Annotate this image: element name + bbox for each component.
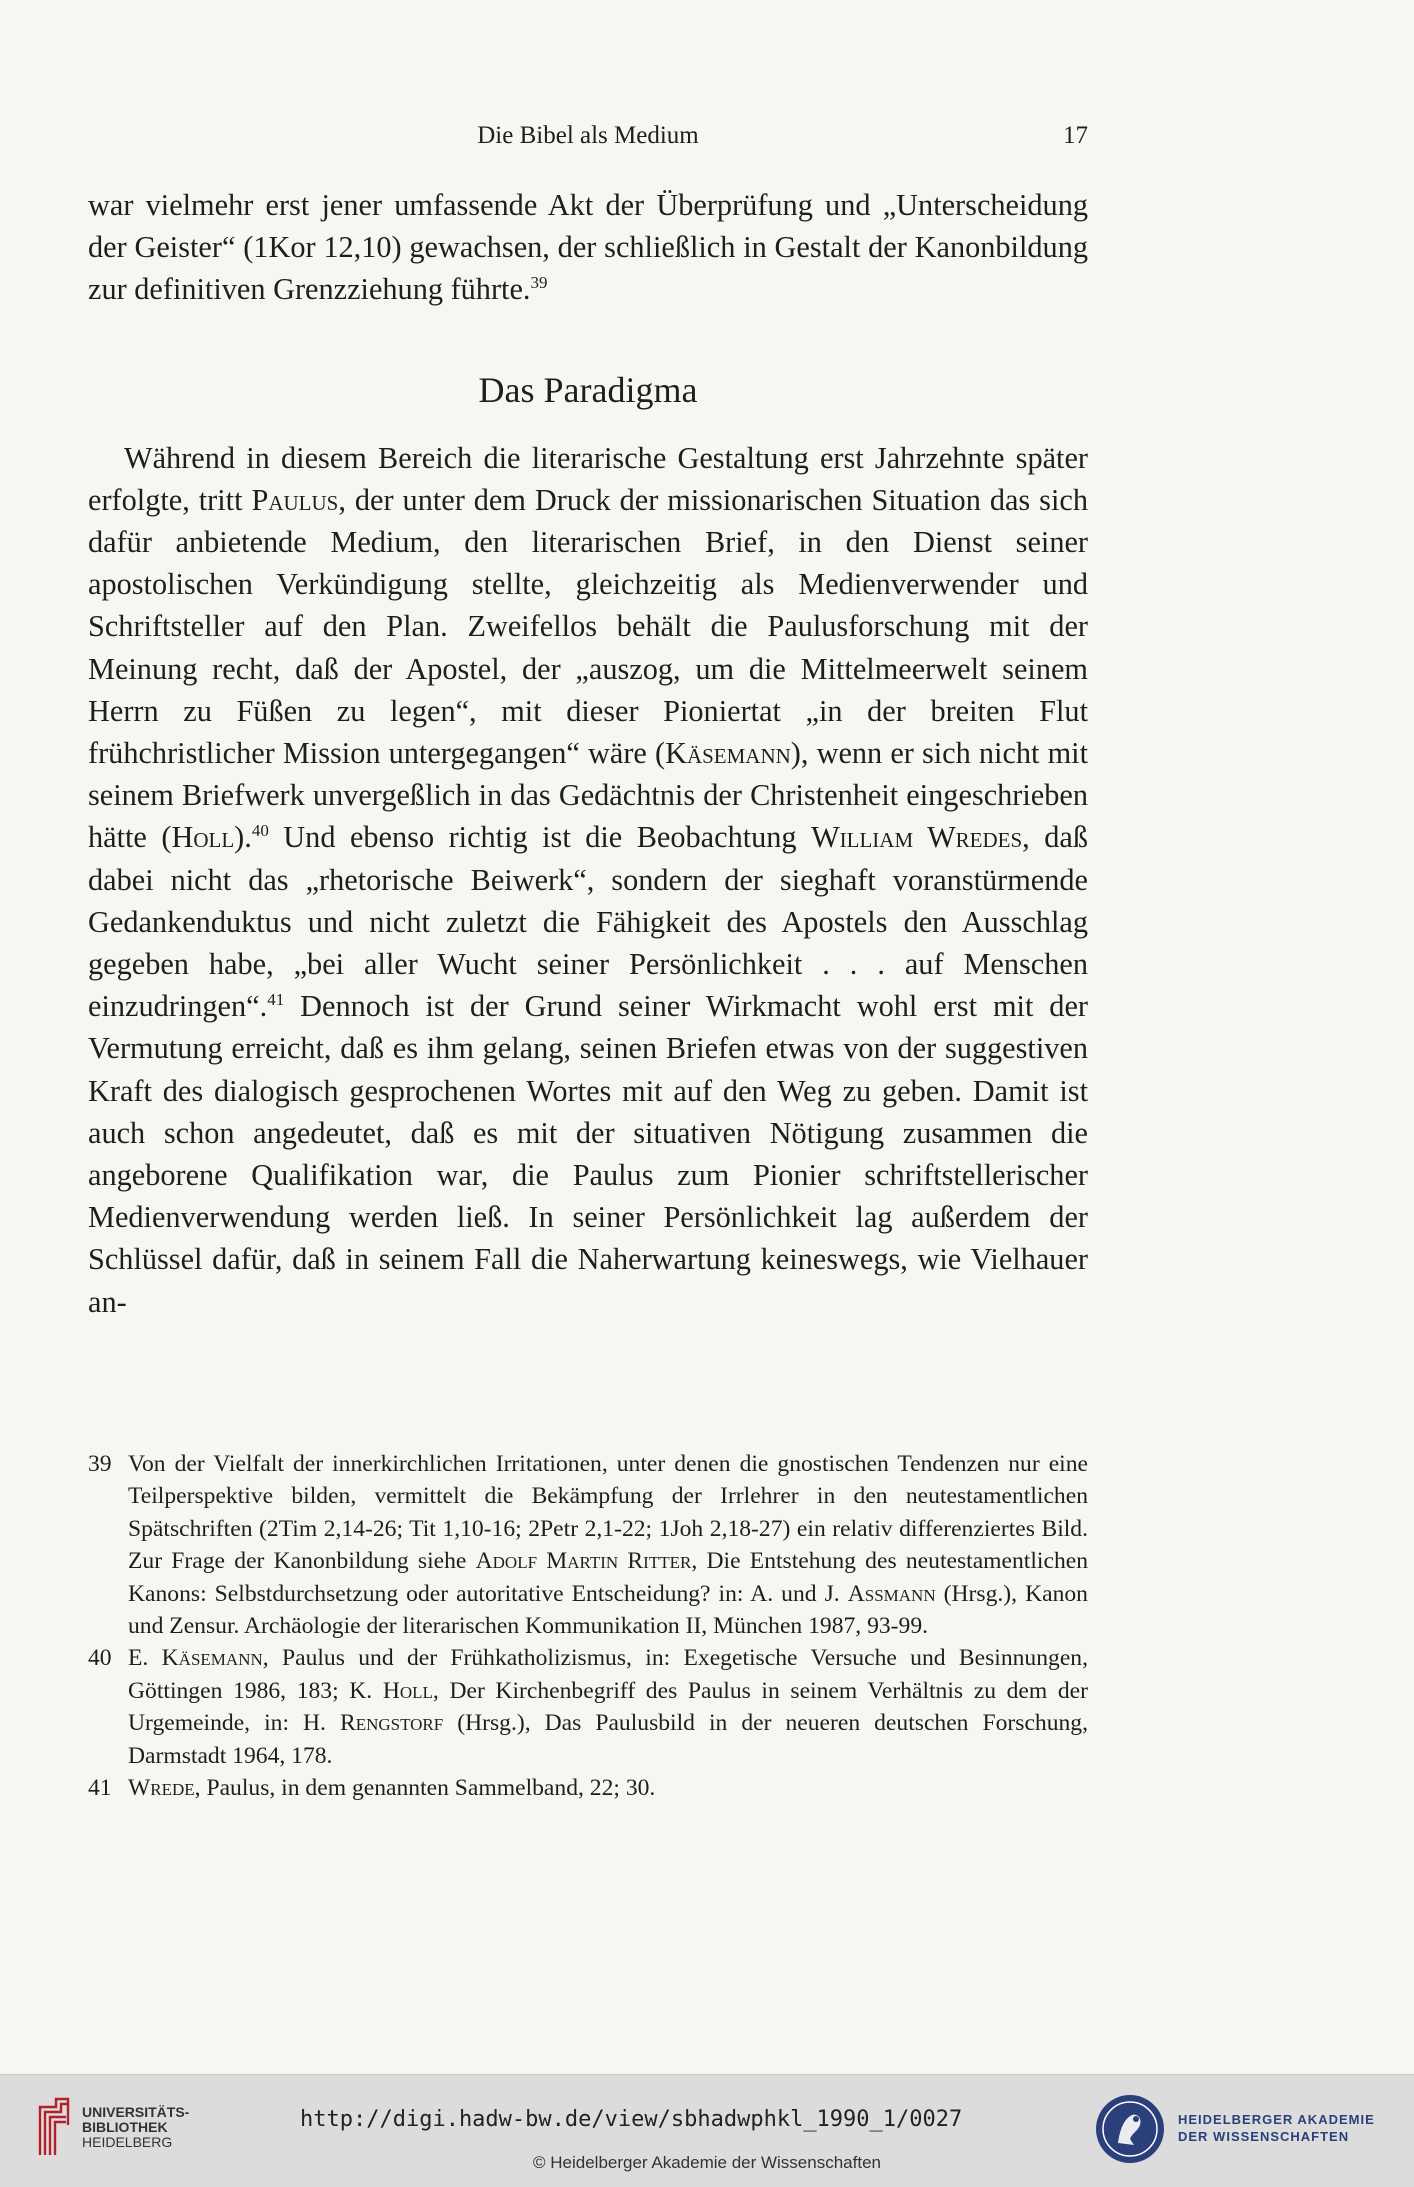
university-library-logo-icon[interactable]: [36, 2095, 72, 2159]
academy-seal-icon[interactable]: [1094, 2093, 1166, 2165]
footnote-ref-41[interactable]: 41: [267, 990, 285, 1010]
footnote: [88, 1448, 1088, 1642]
permalink-url[interactable]: http://digi.hadw-bw.de/view/sbhadwphkl_1990_1/0027: [300, 2107, 963, 2132]
author-name: Paulus: [251, 482, 339, 517]
copyright-notice: © Heidelberger Akademie der Wissenschaften: [533, 2153, 881, 2172]
paragraph-continuation: war vielmehr erst jener umfassende Akt der Überprüfung und „Unterscheidung der Geister“ (1Kor 12,10) gewachsen, der schließlich in Gestalt der Kanonbildung zur definitiven Grenzziehung führte.$^{39}$: [88, 188, 1088, 307]
footnotes: [88, 1448, 1088, 1804]
author-name: Holl: [171, 820, 235, 855]
section-heading: Das Paradigma: [478, 369, 698, 410]
page-header: [88, 122, 1088, 156]
academy-name[interactable]: HEIDELBERGER AKADEMIE DER WISSENSCHAFTEN: [1178, 2112, 1375, 2144]
viewer-footer: [0, 2074, 1414, 2187]
footnote-text: E. Käsemann, Paulus und der Frühkatholizismus, in: Exegetische Versuche und Besinnungen, Göttingen 1986, 183; K. Holl, Der Kirchenbegriff des Paulus in seinem Verhältnis zu dem der Urgemeinde, in: H. Rengstorf (Hrsg.), Das Paulusbild in der neueren deutschen Forschung, Darmstadt 1964, 178.: [128, 1645, 1088, 1769]
footnote-number: 39: [88, 1451, 112, 1477]
author-name: Käsemann: [665, 736, 791, 771]
university-library-name[interactable]: UNIVERSITÄTS- BIBLIOTHEK HEIDELBERG: [82, 2104, 190, 2150]
footnote-ref-39[interactable]: 39: [530, 273, 548, 293]
footnote: [88, 1642, 1088, 1772]
author-name: William Wredes: [811, 820, 1023, 855]
page-number: 17: [1063, 122, 1088, 149]
footnote-text: Wrede, Paulus, in dem genannten Sammelband, 22; 30.: [128, 1775, 656, 1802]
footnote: [88, 1772, 1088, 1804]
footnote-ref-40[interactable]: 40: [251, 821, 269, 841]
main-text: [88, 184, 1088, 1323]
running-title: Die Bibel als Medium: [477, 122, 699, 149]
footnote-number: 40: [88, 1645, 112, 1672]
footnote-text: Von der Vielfalt der innerkirchlichen Irritationen, unter denen die gnostischen Tendenzen nur eine Teilperspektive bilden, vermittelt die Bekämpfung der Irrlehrer in den neutestamentlichen Spätschriften (2Tim 2,14-26; Tit 1,10-16; 2Petr 2,1-22; 1Joh 2,18-27) ein relativ differenziertes Bild. Zur Frage der Kanonbildung siehe Adolf Martin Ritter, Die Entstehung des neutestamentlichen Kanons: Selbstdurchsetzung oder autoritative Entscheidung? in: A. und J. Assmann (Hrsg.), Kanon und Zensur. Archäologie der literarischen Kommunikation II, München 1987, 93-99.: [128, 1451, 1089, 1640]
paragraph: Während in diesem Bereich die literarische Gestaltung erst Jahrzehnte später erfolgte, tritt Paulus, der unter dem Druck der missionarischen Situation das sich dafür anbietende Medium, den literarischen Brief, in den Dienst seiner apostolischen Verkündigung stellte, gleichzeitig als Medienverwender und Schriftsteller auf den Plan. Zweifellos behält die Paulusforschung mit der Meinung recht, daß der Apostel, der „auszog, um die Mittelmeerwelt seinem Herrn zu Füßen zu legen“, mit dieser Pioniertat „in der breiten Flut frühchristlicher Mission untergegangen“ wäre (Käsemann), wenn er sich nicht mit seinem Briefwerk unvergeßlich in das Gedächtnis der Christenheit eingeschrieben hätte (Holl).$^{40}$ Und ebenso richtig ist die Beobachtung William Wredes, daß dabei nicht das „rhetorische Beiwerk“, sondern der sieghaft voranstürmende Gedankenduktus und nicht zuletzt die Fähigkeit des Apostels den Ausschlag gegeben habe, „bei aller Wucht seiner Persönlichkeit . . . auf Menschen einzudringen“.$^{41}$ Dennoch ist der Grund seiner Wirkmacht wohl erst mit der Vermutung erreicht, daß es ihm gelang, seinen Briefen etwas von der suggestiven Kraft des dialogisch gesprochenen Wortes mit auf den Weg zu geben. Damit ist auch schon angedeutet, daß es mit der situativen Nötigung zusammen die angeborene Qualifikation war, die Paulus zum Pionier schriftstellerischer Medienverwendung werden ließ. In seiner Persönlichkeit lag außerdem der Schlüssel dafür, daß in seinem Fall die Naherwartung keineswegs, wie Vielhauer an-: [88, 440, 1088, 1319]
footnote-number: 41: [88, 1775, 112, 1802]
